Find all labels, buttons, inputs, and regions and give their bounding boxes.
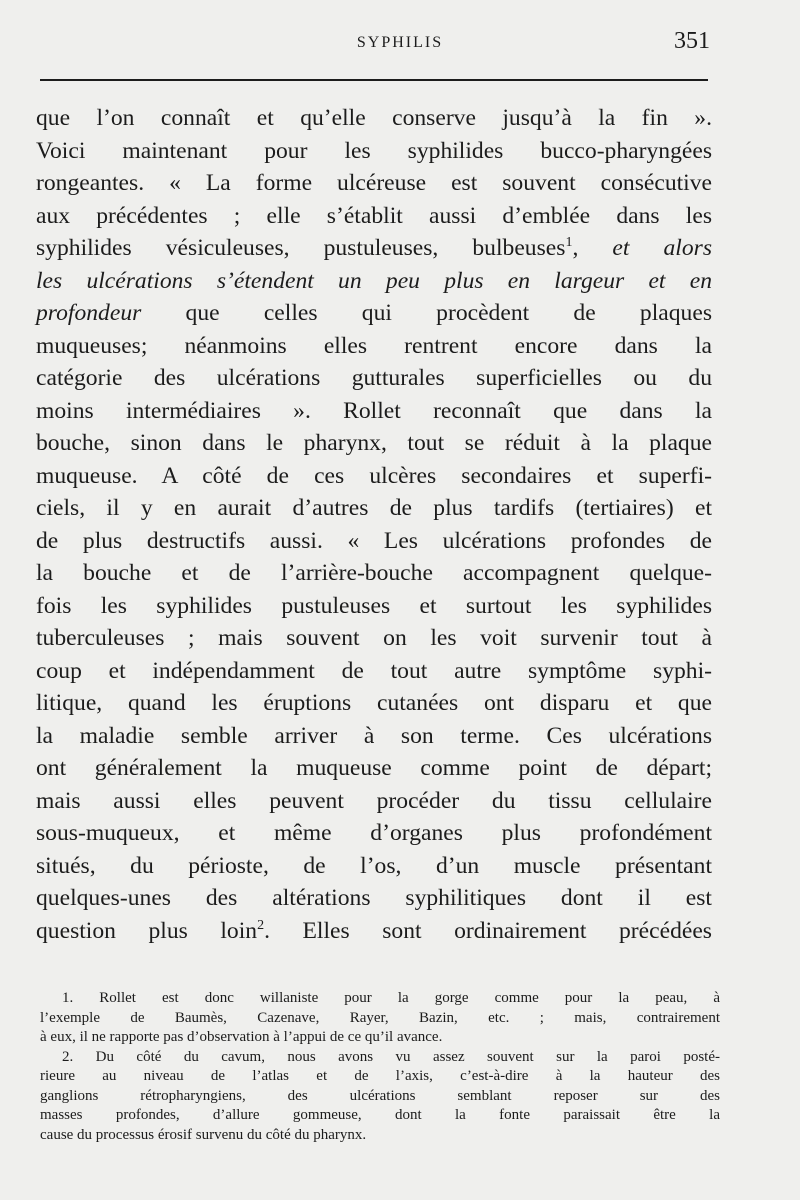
text-line: que l’on connaît et qu’elle conserve jusqu’à la fin ». bbox=[36, 105, 712, 131]
text-line: situés, du périoste, de l’os, d’un muscle présentant bbox=[36, 852, 712, 879]
body-text bbox=[36, 102, 712, 947]
text-line: bouche, sinon dans le pharynx, tout se réduit à la plaque bbox=[36, 430, 712, 456]
text-line: question plus loin$^2$. Elles sont ordinairement précédées bbox=[36, 917, 712, 944]
footnote-line: 1. Rollet est donc willaniste pour la gorge comme pour la peau, à bbox=[62, 990, 720, 1006]
text-line: ont généralement la muqueuse comme point de départ; bbox=[36, 755, 712, 781]
footnote-line: 2. Du côté du cavum, nous avons vu assez souvent sur la paroi posté- bbox=[62, 1048, 720, 1065]
footnote-line: à eux, il ne rapporte pas d’observation à l’appui de ce qu’il avance. bbox=[40, 1029, 443, 1045]
footnote-ref-1: 1 bbox=[565, 235, 573, 250]
page-number: 351 bbox=[674, 28, 710, 54]
text-line: muqueuses; néanmoins elles rentrent encore dans la bbox=[36, 332, 712, 359]
footnote-ref-2: 2 bbox=[257, 917, 265, 933]
text-line: mais aussi elles peuvent procéder du tissu cellulaire bbox=[36, 787, 712, 814]
text-line: muqueuse. A côté de ces ulcères secondaires et superfi- bbox=[36, 462, 712, 489]
text-line: la bouche et de l’arrière-bouche accompagnent quelque- bbox=[36, 560, 712, 586]
text-line: rongeantes. « La forme ulcéreuse est souvent consécutive bbox=[36, 170, 712, 196]
header-rule bbox=[40, 79, 708, 81]
text-line: ciels, il y en aurait d’autres de plus tardifs (tertiaires) et bbox=[36, 495, 712, 521]
text-line: syphilides vésiculeuses, pustuleuses, bulbeuses$^1$, et alors bbox=[36, 235, 713, 261]
text-line: la maladie semble arriver à son terme. Ces ulcérations bbox=[36, 722, 712, 749]
text-line: catégorie des ulcérations gutturales superficielles ou du bbox=[36, 365, 712, 391]
footnote-line: rieure au niveau de l’atlas et de l’axis, c’est-à-dire à la hauteur des bbox=[40, 1068, 720, 1084]
text-line: fois les syphilides pustuleuses et surtout les syphilides bbox=[36, 592, 712, 619]
footnote-line: masses profondes, d’allure gommeuse, dont la fonte paraissait être la bbox=[40, 1107, 720, 1123]
text-line: tuberculeuses ; mais souvent on les voit survenir tout à bbox=[36, 625, 712, 651]
text-line: sous-muqueux, et même d’organes plus profondément bbox=[36, 820, 712, 846]
running-title: SYPHILIS bbox=[356, 34, 444, 51]
text-line: de plus destructifs aussi. « Les ulcérations profondes de bbox=[36, 527, 712, 554]
footnotes bbox=[40, 989, 720, 1145]
text-line: les ulcérations s’étendent un peu plus en largeur et en bbox=[36, 267, 712, 294]
text-line: coup et indépendamment de tout autre symptôme syphi- bbox=[36, 657, 712, 684]
footnote-line: l’exemple de Baumès, Cazenave, Rayer, Bazin, etc. ; mais, contrairement bbox=[40, 1009, 720, 1026]
text-line: quelques-unes des altérations syphilitiques dont il est bbox=[36, 885, 712, 911]
text-line: litique, quand les éruptions cutanées ont disparu et que bbox=[36, 690, 712, 716]
text-line: moins intermédiaires ». Rollet reconnaît que dans la bbox=[36, 397, 712, 424]
footnote-line: ganglions rétropharyngiens, des ulcérations semblant reposer sur des bbox=[40, 1087, 720, 1104]
text-line: aux précédentes ; elle s’établit aussi d’emblée dans les bbox=[36, 202, 712, 229]
text-line: profondeur que celles qui procèdent de plaques bbox=[36, 300, 712, 326]
text-line: Voici maintenant pour les syphilides bucco-pharyngées bbox=[36, 137, 712, 164]
footnote-line: cause du processus érosif survenu du côté du pharynx. bbox=[40, 1126, 367, 1143]
